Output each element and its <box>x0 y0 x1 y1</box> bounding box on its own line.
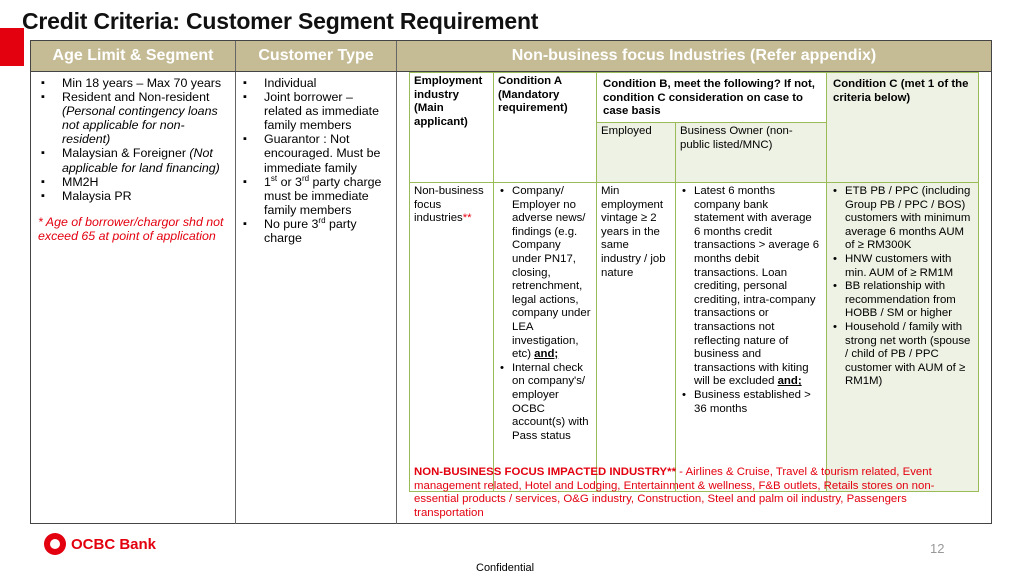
impacted-industry-note: NON-BUSINESS FOCUS IMPACTED INDUSTRY** - Airlines & Cruise, Travel & tourism related, Event management related, Hotel and Lodging, Entertainment & wellness, F&B outlets, Retails stores on non-essential products / services, O&G industry, Construction, Steel and palm oil industry, Passengers transportation <box>414 466 935 520</box>
condition-c-cell <box>826 183 978 391</box>
grid-line <box>409 72 410 492</box>
list-item: ▪ No pure 3rd party charge <box>240 217 392 245</box>
list-item: • Latest 6 months company bank statement with average 6 months credit transactions > average 6 months debit transactions. Loan crediting, personal crediting, intra-company transactions or transactions not reflecting nature of business and transactions with kiting will be excluded and; <box>680 185 821 389</box>
age-note: * Age of borrower/chargor shd not exceed 65 at point of application <box>38 214 224 243</box>
list-item: ▪ Resident and Non-resident (Personal contingency loans not applicable for non-resident) <box>38 90 232 146</box>
header-non-business: Non-business focus Industries (Refer appendix) <box>397 41 991 71</box>
list-item: • Internal check on company's/ employer OCBC account(s) with Pass status <box>498 362 591 444</box>
page-number: 12 <box>930 541 945 556</box>
confidential-label: Confidential <box>476 562 535 574</box>
list-item: ▪ Guarantor : Not encouraged. Must be immediate family <box>240 132 392 174</box>
list-item: ▪ Individual <box>240 76 392 90</box>
grid-line <box>978 72 979 492</box>
header-condition-a: Condition A (Mandatory requirement) <box>498 75 568 115</box>
employed-cell: Min employment vintage ≥ 2 years in the same industry / job nature <box>601 185 666 279</box>
list-item: • HNW customers with min. AUM of ≥ RM1M <box>831 253 973 280</box>
ocbc-logo-icon <box>44 533 66 555</box>
column-divider <box>235 41 236 524</box>
header-business-owner: Business Owner (non-public listed/MNC) <box>680 125 793 151</box>
ocbc-logo: OCBC Bank <box>44 533 156 555</box>
title-accent-bar <box>0 28 24 66</box>
condition-a-cell <box>493 183 596 445</box>
list-item: ▪ Joint borrower – related as immediate family members <box>240 90 392 132</box>
customer-type-column <box>240 76 392 245</box>
age-segment-column <box>38 76 232 243</box>
list-item: ▪ Malaysia PR <box>38 189 232 203</box>
header-employment-industry: Employment industry (Main applicant) <box>414 75 483 128</box>
business-owner-cell <box>675 183 826 418</box>
list-item: • ETB PB / PPC (including Group PB / PPC / BOS) customers with minimum average 6 months AUM of ≥ RM300K <box>831 185 973 253</box>
page-title: Credit Criteria: Customer Segment Requirement <box>22 8 539 34</box>
header-condition-c: Condition C (met 1 of the criteria below) <box>833 78 969 104</box>
list-item: • Company/ Employer no adverse news/ findings (e.g. Company under PN17, closing, retrenchment, legal actions, company under LEA investigation, etc) and; <box>498 185 591 362</box>
list-item: ▪ Min 18 years – Max 70 years <box>38 76 232 90</box>
list-item: ▪ 1st or 3rd party charge must be immediate family members <box>240 175 392 217</box>
list-item: ▪ Malaysian & Foreigner (Not applicable for land financing) <box>38 146 232 174</box>
header-condition-b: Condition B, meet the following? If not, condition C consideration on case to case basis <box>603 78 815 118</box>
conditions-table <box>409 72 979 492</box>
header-customer-type: Customer Type <box>236 41 396 71</box>
list-item: • BB relationship with recommendation from HOBB / SM or higher <box>831 280 973 321</box>
header-age-segment: Age Limit & Segment <box>31 41 235 71</box>
list-item: • Business established > 36 months <box>680 389 821 416</box>
industry-cell: Non-business focus industries** <box>414 185 484 225</box>
list-item: • Household / family with strong net worth (spouse / child of PB / PPC customer with AUM of ≥ RM1M) <box>831 321 973 389</box>
list-item: ▪ MM2H <box>38 175 232 189</box>
column-divider <box>396 41 397 524</box>
header-employed: Employed <box>601 125 652 137</box>
